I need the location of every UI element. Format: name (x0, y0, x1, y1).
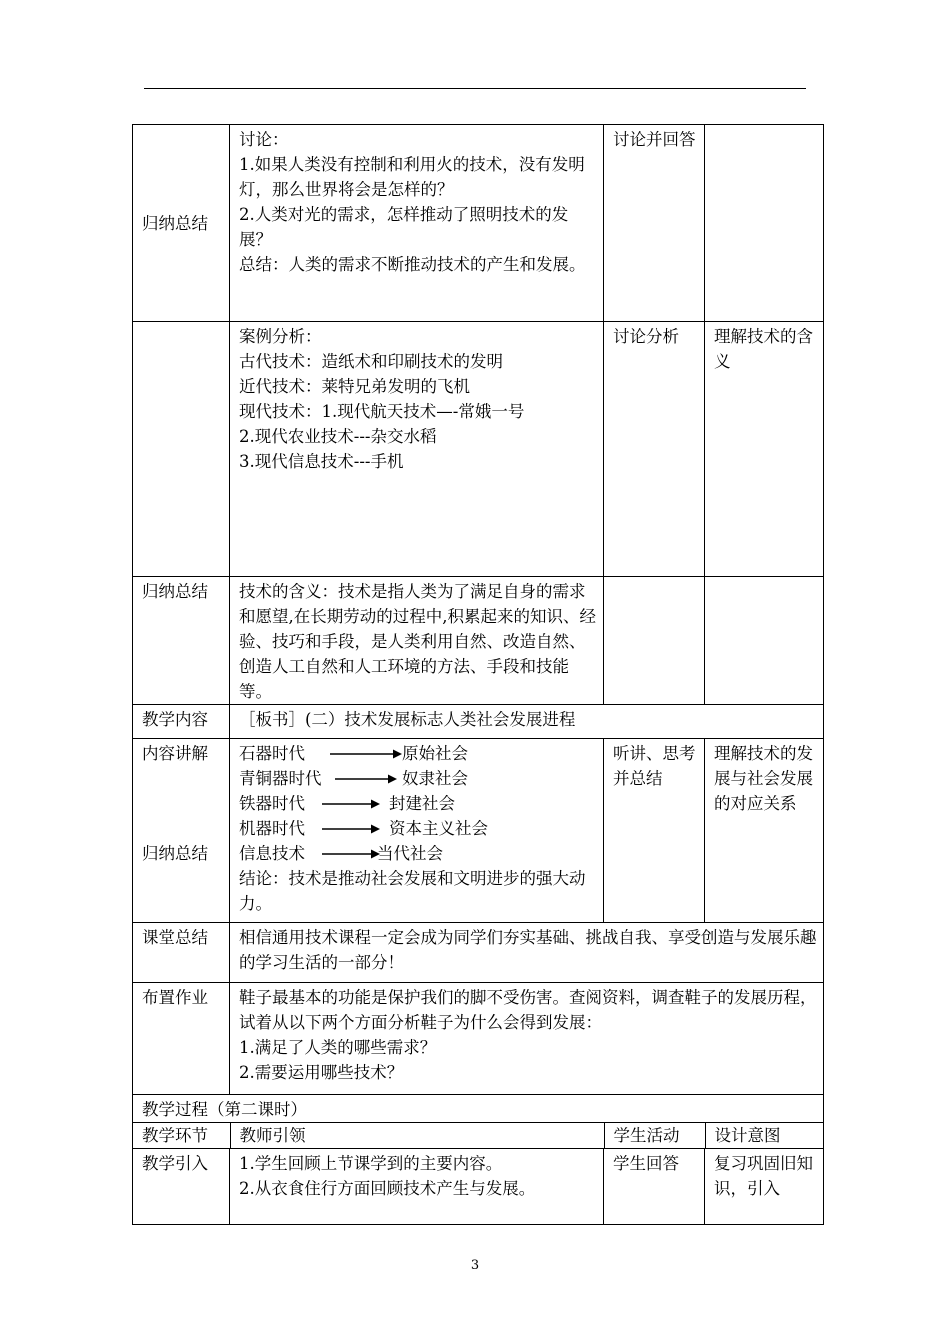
subheader-cell (133, 1123, 824, 1149)
homework-item: 1.满足了人类的哪些需求？ (239, 1038, 437, 1057)
stage-cell (133, 739, 230, 923)
content-cell (230, 983, 824, 1095)
stage-label: 教学引入 (142, 1154, 208, 1173)
society-label: 资本主义社会 (389, 819, 488, 838)
stage-cell (133, 577, 230, 705)
header-stage (133, 1123, 230, 1148)
intent-text: 理解技术的发展与社会发展的对应关系 (714, 744, 813, 813)
stage-cell (133, 322, 230, 577)
activity-text: 讨论并回答 (613, 130, 696, 149)
content-cell (230, 1149, 604, 1225)
header-teacher (230, 1123, 604, 1148)
homework-item: 2.需要运用哪些技术？ (239, 1063, 404, 1082)
column-header: 学生活动 (613, 1126, 680, 1145)
page-number: 3 (470, 1258, 480, 1273)
table-row (133, 1149, 824, 1225)
header-rule (144, 88, 806, 89)
content-cell (230, 705, 824, 739)
content-line: 2.人类对光的需求，怎样推动了照明技术的发展？ (239, 205, 569, 249)
table-row (133, 1123, 824, 1149)
intent-cell (705, 739, 824, 923)
content-cell (230, 322, 604, 577)
era-label: 铁器时代 (239, 794, 305, 813)
stage-cell (133, 705, 230, 739)
stage-cell (133, 923, 230, 983)
stage-label: 内容讲解 (142, 744, 208, 763)
table-row (133, 1095, 824, 1123)
stage-label: 课堂总结 (142, 928, 208, 947)
activity-cell (604, 322, 705, 577)
arrow-right-icon (322, 848, 380, 860)
definition-text: 技术的含义：技术是指人类为了满足自身的需求和愿望,在长期劳动的过程中,积累起来的知识、经验、技巧和手段，是人类利用自然、改造自然、创造人工自然和人工环境的方法、手段和技能等。 (239, 582, 596, 701)
header-intent (705, 1123, 824, 1148)
content-cell (230, 577, 604, 705)
stage-label: 归纳总结 (142, 582, 208, 601)
intent-cell (705, 125, 824, 322)
content-line: 现代技术：1.现代航天技术—-常娥一号 (239, 402, 525, 421)
stage-label: 教学内容 (142, 710, 208, 729)
stage-cell (133, 983, 230, 1095)
lesson-plan-table (132, 124, 824, 1225)
table-row (133, 923, 824, 983)
subheader-table (133, 1123, 824, 1148)
stage-cell (133, 1149, 230, 1225)
content-line: 3.现代信息技术---手机 (239, 452, 404, 471)
arrow-right-icon (322, 798, 380, 810)
table-row (133, 739, 824, 923)
conclusion-text: 结论：技术是推动社会发展和文明进步的强大动力。 (239, 869, 586, 913)
table-row (133, 322, 824, 577)
society-label: 当代社会 (377, 844, 443, 863)
activity-cell (604, 1149, 705, 1225)
table-row (133, 983, 824, 1095)
era-row (239, 816, 597, 841)
arrow-right-icon (322, 823, 380, 835)
society-label: 封建社会 (389, 794, 455, 813)
society-label: 奴隶社会 (402, 769, 468, 788)
content-line: 2.从衣食住行方面回顾技术产生与发展。 (239, 1179, 536, 1198)
activity-cell (604, 125, 705, 322)
column-header: 教学环节 (142, 1126, 208, 1145)
activity-text: 讨论分析 (613, 327, 679, 346)
column-header: 设计意图 (714, 1126, 781, 1145)
era-row (239, 841, 597, 866)
intent-text: 复习巩固旧知识，引入 (714, 1154, 813, 1198)
era-row (239, 741, 597, 766)
summary-text: 相信通用技术课程一定会成为同学们夯实基础、挑战自我、享受创造与发展乐趣的学习生活的一部分！ (239, 928, 817, 972)
header-student (604, 1123, 705, 1148)
table-row (133, 125, 824, 322)
era-row (239, 766, 597, 791)
stage-cell (133, 125, 230, 322)
homework-text: 鞋子最基本的功能是保护我们的脚不受伤害。查阅资料，调查鞋子的发展历程，试着从以下两个方面分析鞋子为什么会得到发展： (239, 988, 817, 1032)
table-row (133, 705, 824, 739)
content-cell (230, 739, 604, 923)
era-row (239, 791, 597, 816)
content-cell (230, 923, 824, 983)
column-header: 教师引领 (239, 1126, 306, 1145)
table-row (133, 577, 824, 705)
content-line: 案例分析： (239, 327, 322, 346)
era-label: 机器时代 (239, 819, 305, 838)
society-label: 原始社会 (402, 744, 468, 763)
intent-cell (705, 322, 824, 577)
arrow-right-icon (330, 748, 402, 760)
activity-text: 学生回答 (613, 1154, 679, 1173)
content-line: 近代技术：莱特兄弟发明的飞机 (239, 377, 470, 396)
intent-cell (705, 1149, 824, 1225)
content-line: 讨论： (239, 130, 289, 149)
content-line: 2.现代农业技术---杂交水稻 (239, 427, 437, 446)
era-label: 青铜器时代 (239, 769, 322, 788)
activity-text: 听讲、思考并总结 (613, 744, 696, 788)
section-title: 教学过程（第二课时） (142, 1100, 307, 1119)
content-cell (230, 125, 604, 322)
stage-label: 布置作业 (142, 988, 208, 1007)
section-title-cell (133, 1095, 824, 1123)
content-line: 古代技术：造纸术和印刷技术的发明 (239, 352, 503, 371)
activity-cell (604, 739, 705, 923)
content-line: 1.如果人类没有控制和利用火的技术，没有发明灯，那么世界将会是怎样的？ (239, 155, 585, 199)
board-title: ［板书］(二）技术发展标志人类社会发展进程 (239, 710, 576, 729)
content-line: 1.学生回顾上节课学到的主要内容。 (239, 1154, 503, 1173)
intent-cell (705, 577, 824, 705)
arrow-right-icon (335, 773, 397, 785)
stage-label: 归纳总结 (142, 844, 208, 863)
era-label: 石器时代 (239, 744, 305, 763)
content-line: 总结：人类的需求不断推动技术的产生和发展。 (239, 255, 586, 274)
era-label: 信息技术 (239, 844, 305, 863)
intent-text: 理解技术的含义 (714, 327, 813, 371)
activity-cell (604, 577, 705, 705)
stage-label: 归纳总结 (142, 213, 208, 233)
